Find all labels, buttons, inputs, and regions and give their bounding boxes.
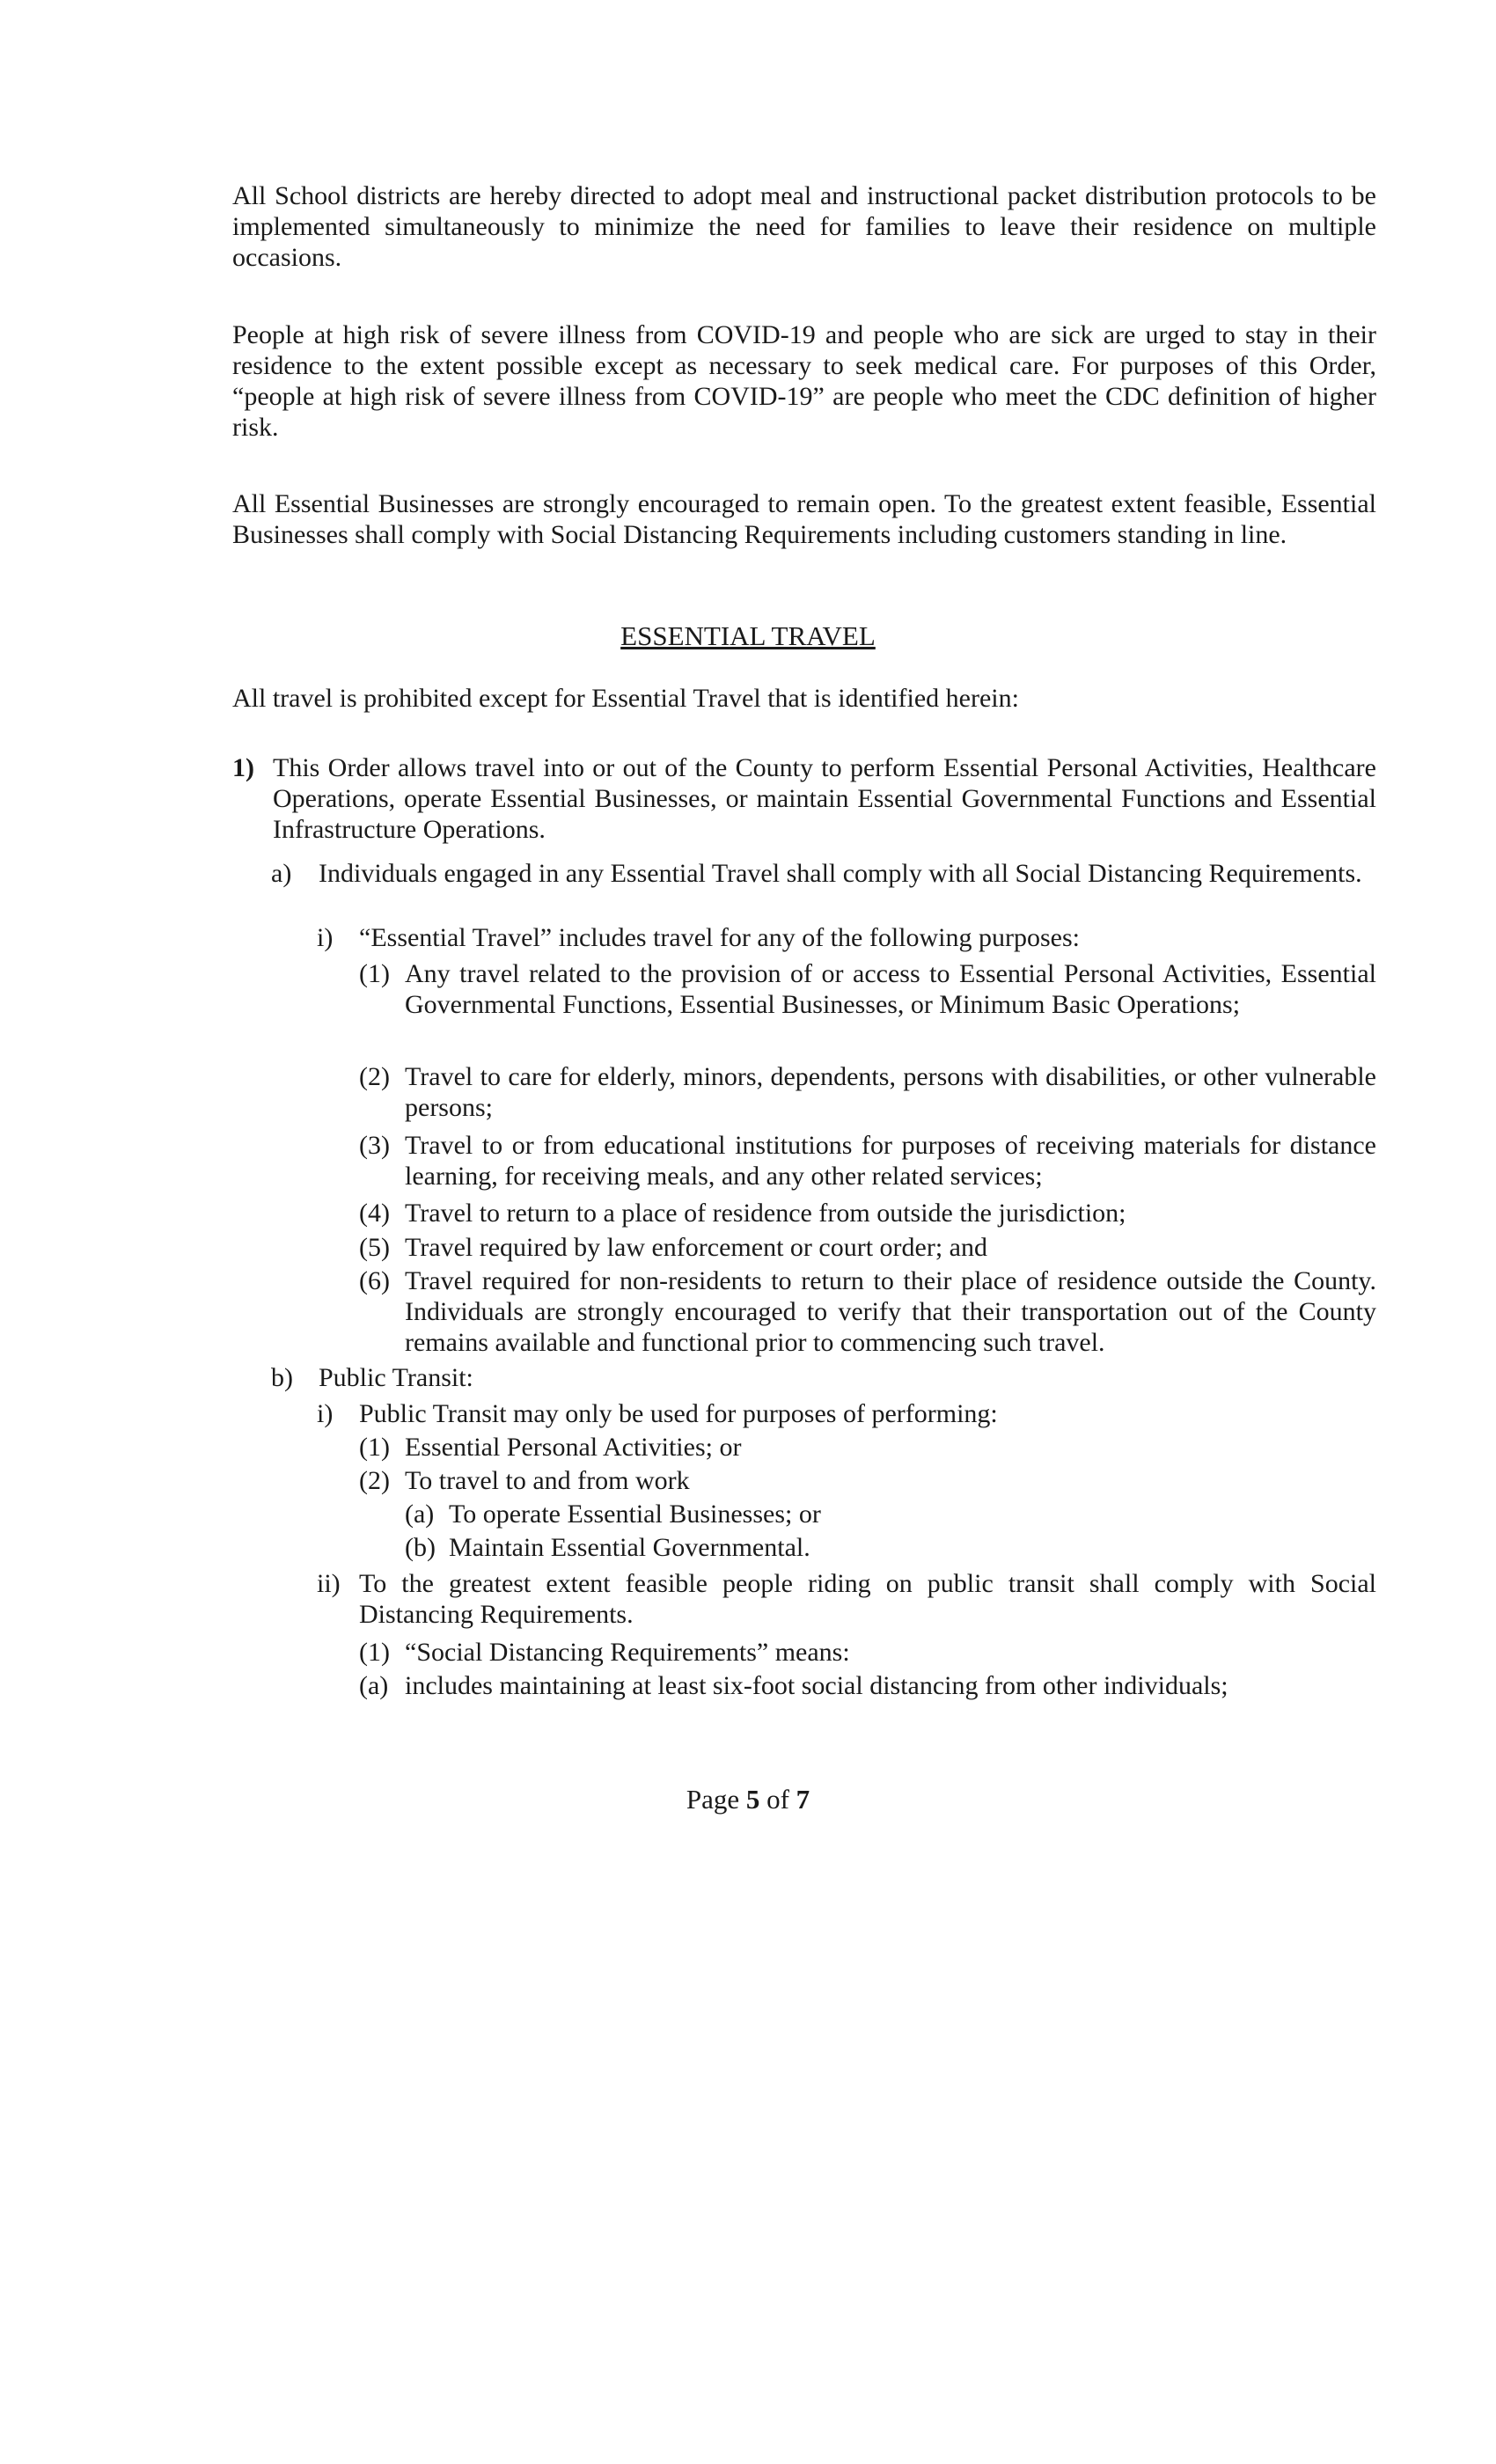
paragraph-high-risk: People at high risk of severe illness from COVID-19 and people who are sick are urged to stay in their residence to the extent possible except as necessary to seek medical care. For purposes of this Order, “people at high risk of severe illness from COVID-19” are people who meet the CDC definition of higher risk. — [232, 320, 1376, 442]
list-item-label: (b) — [405, 1533, 436, 1562]
paragraph-school-districts: All School districts are hereby directed to adopt meal and instructional packet distribution protocols to be implemented simultaneously to minimize the need for families to leave their residence on multiple occasions. — [232, 181, 1376, 272]
list-item-text: Travel to care for elderly, minors, dependents, persons with disabilities, or other vulnerable persons; — [405, 1062, 1376, 1122]
list-item-text: Public Transit may only be used for purposes of performing: — [359, 1399, 998, 1428]
page-of: of — [759, 1784, 796, 1815]
page-footer — [0, 1784, 1496, 1815]
page-number: 5 — [745, 1784, 760, 1815]
list-item-label: 1) — [232, 753, 254, 782]
list-item-text: To operate Essential Businesses; or — [449, 1500, 821, 1529]
list-item-label: (5) — [359, 1233, 390, 1262]
list-item-text: Any travel related to the provision of or access to Essential Personal Activities, Essential Governmental Functions, Essential Businesses, or Minimum Basic Operations; — [405, 959, 1376, 1019]
list-item-label: b) — [271, 1363, 293, 1392]
page-total: 7 — [796, 1784, 810, 1815]
list-item-text: Travel to or from educational institutions for purposes of receiving materials for distance learning, for receiving meals, and any other related services; — [405, 1131, 1376, 1191]
paragraph-essential-businesses: All Essential Businesses are strongly encouraged to remain open. To the greatest extent feasible, Essential Businesses shall comply with Social Distancing Requirements including customers standing in line. — [232, 489, 1376, 549]
list-item-label: (1) — [359, 1638, 390, 1667]
list-item-text: Essential Personal Activities; or — [405, 1433, 742, 1462]
list-item-text: Public Transit: — [319, 1363, 473, 1392]
paragraph-intro: All travel is prohibited except for Essential Travel that is identified herein: — [232, 684, 1019, 713]
list-item-text: To travel to and from work — [405, 1466, 690, 1495]
list-item-label: i) — [317, 923, 334, 952]
list-item-label: (1) — [359, 959, 390, 988]
list-item-label: (2) — [359, 1466, 390, 1495]
list-item-label: i) — [317, 1399, 334, 1428]
page-prefix: Page — [686, 1784, 746, 1815]
list-item-text: This Order allows travel into or out of the County to perform Essential Personal Activities, Healthcare Operations, operate Essential Businesses, or maintain Essential Governmental Functions and Essential Infrastructure Operations. — [273, 753, 1376, 844]
list-item-label: (3) — [359, 1131, 390, 1160]
list-item-label: (a) — [405, 1500, 435, 1529]
list-item-label: a) — [271, 859, 292, 888]
list-item-label: (6) — [359, 1266, 390, 1295]
list-item-text: “Essential Travel” includes travel for any of the following purposes: — [359, 923, 1080, 952]
list-item-text: includes maintaining at least six-foot social distancing from other individuals; — [405, 1671, 1228, 1700]
list-item-text: Travel required by law enforcement or court order; and — [405, 1233, 987, 1262]
list-item-text: “Social Distancing Requirements” means: — [405, 1638, 850, 1667]
list-item-text: To the greatest extent feasible people riding on public transit shall comply with Social Distancing Requirements. — [359, 1569, 1376, 1629]
list-item-label: (4) — [359, 1199, 390, 1228]
list-item-label: (1) — [359, 1433, 390, 1462]
section-heading: ESSENTIAL TRAVEL — [620, 620, 876, 651]
list-item-label: (a) — [359, 1671, 389, 1700]
list-item-text: Travel to return to a place of residence from outside the jurisdiction; — [405, 1199, 1126, 1228]
list-item-text: Travel required for non-residents to return to their place of residence outside the County. Individuals are strongly encouraged to verify that their transportation out of the County remains available and functional prior to commencing such travel. — [405, 1266, 1376, 1357]
list-item-label: (2) — [359, 1062, 390, 1091]
list-item-label: ii) — [317, 1569, 341, 1598]
list-item-text: Maintain Essential Governmental. — [449, 1533, 810, 1562]
list-item-text: Individuals engaged in any Essential Travel shall comply with all Social Distancing Requirements. — [319, 859, 1362, 888]
